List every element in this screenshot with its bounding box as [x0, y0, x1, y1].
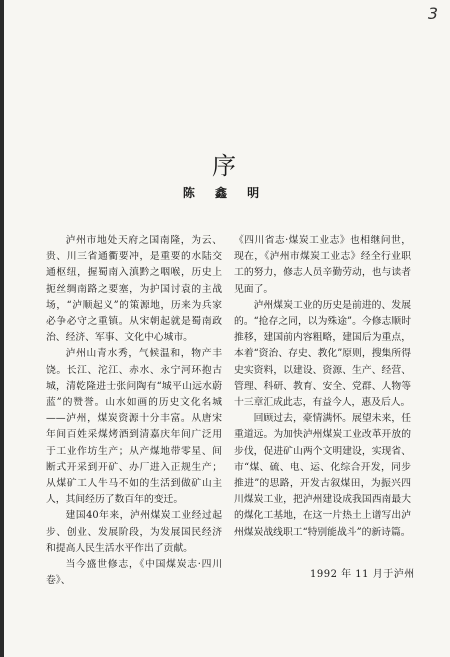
page-number: 3 — [427, 4, 438, 23]
scan-left-edge — [0, 0, 4, 657]
paragraph: 泸州煤炭工业的历史是前进的、发展的。“抢存之同，以为殊途”。今修志顺时推移，建国前内容粗略，建国后为重点，本着“资治、存史、教化”原则，搜集所得史实资料，以建设、资源、生产、经营、管理、科研、教育、安全、党群、人物等十三章汇成此志，有益今人，惠及后人。 — [234, 299, 411, 409]
paragraph: 泸州山青水秀，气候温和，物产丰饶。长江、沱江、赤水、永宁河环抱古城，清乾隆进士张问陶有“城平山远水蔚蓝”的赞誉。山水如画的历史文化名城——泸州，煤炭资源十分丰富。从唐宋年间百姓采煤烤酒到清嘉庆年间广泛用于工业作坊生产；从产煤地带零星、间断式开采到开矿、办厂进入正规生产；从煤矿工人牛马不如的生活到做矿山主人，其间经历了数百年的变迁。 — [46, 348, 222, 506]
left-column — [46, 233, 222, 589]
right-column — [234, 233, 411, 541]
author-name: 陈 鑫 明 — [182, 186, 268, 200]
paragraph: 回顾过去，豪情满怀。展望未来，任重道远。为加快泸州煤炭工业改革开放的步伐，促进矿山两个文明建设，实现省、市“煤、硫、电、运、化综合开发，同步推进”的思路，开发古叙煤田，为振兴四川煤炭工业，把泸州建设成我国西南最大的煤化工基地，在这一片热土上谱写出泸州煤炭战线职工“特别能战斗”的新诗篇。 — [234, 413, 411, 538]
paragraph: 《四川省志·煤炭工业志》也相继问世，现在，《泸州市煤炭工业志》经全行业职工的努力，修志人员辛勤劳动，也与读者见面了。 — [234, 235, 411, 295]
paragraph: 当今盛世修志，《中国煤炭志·四川卷》、 — [46, 559, 222, 587]
paragraph: 建国40年来，泸州煤炭工业经过起步、创业、发展阶段，为发展国民经济和提高人民生活水平作出了贡献。 — [46, 510, 222, 554]
page-title: 序 — [212, 152, 238, 180]
date-line: 1992 年 11 月于泸州 — [310, 569, 415, 580]
paragraph: 泸州市地处天府之国南隆，为云、贵、川三省通衢要冲，是重要的水陆交通枢纽，握蜀南入滇黔之咽喉，历史上扼丝绸南路之要塞，为护国讨袁的主战场，“泸顺起义”的策源地，历来为兵家必争必守之重镇。从宋朝起就是蜀南政治、经济、军事、文化中心城市。 — [46, 235, 222, 344]
